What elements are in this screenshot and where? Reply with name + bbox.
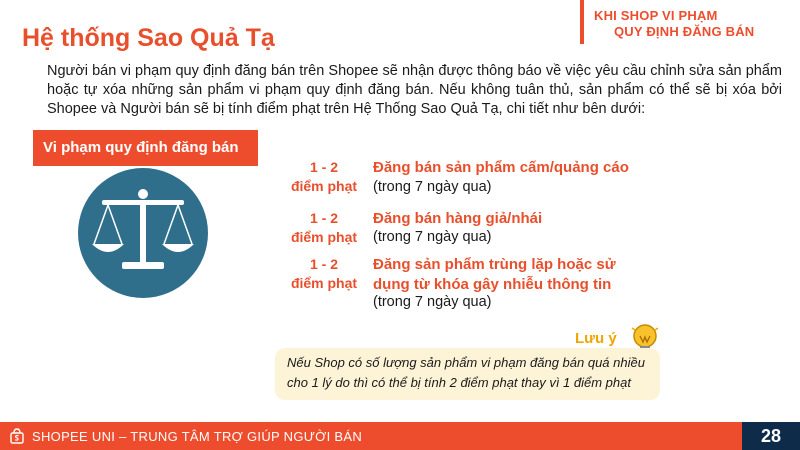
intro-paragraph: Người bán vi phạm quy định đăng bán trên Shopee sẽ nhận được thông báo về việc yêu cầu chỉnh sửa sản phẩm hoặc tự xóa những sản phẩm vi phạm quy định đăng bán. Nếu không tuân thủ, sản phẩm có thể sẽ bị xóa bởi Shopee và Người bán sẽ bị tính điểm phạt trên Hệ Thống Sao Quả Tạ, chi tiết như bên dưới: bbox=[47, 63, 782, 117]
page-number: 28 bbox=[742, 422, 800, 450]
footer-bar bbox=[0, 422, 800, 450]
note-box: Nếu Shop có số lượng sản phẩm vi phạm đăng bán quá nhiều cho 1 lý do thì có thể bị tính 2 điểm phạt thay vì 1 điểm phạt bbox=[275, 348, 660, 400]
tag-bar bbox=[580, 0, 584, 44]
rule-description: Đăng bán hàng giả/nhái bbox=[373, 210, 543, 227]
rule-period: (trong 7 ngày qua) bbox=[373, 294, 492, 310]
rule-period: (trong 7 ngày qua) bbox=[373, 229, 492, 245]
section-tag bbox=[580, 0, 765, 44]
scale-of-justice-icon bbox=[78, 168, 208, 298]
tag-line-1: KHI SHOP VI PHẠM bbox=[594, 8, 718, 23]
shopee-bag-icon bbox=[9, 428, 25, 449]
tag-line-2: QUY ĐỊNH ĐĂNG BÁN bbox=[614, 24, 755, 39]
rule-period: (trong 7 ngày qua) bbox=[373, 179, 492, 195]
section-label: Vi phạm quy định đăng bán bbox=[33, 130, 258, 166]
page-title: Hệ thống Sao Quả Tạ bbox=[22, 24, 275, 52]
penalty-points: 1 - 2 điểm phạt bbox=[290, 159, 358, 194]
footer-text: SHOPEE UNI – TRUNG TÂM TRỢ GIÚP NGƯỜI BÁN bbox=[32, 429, 363, 444]
penalty-points: 1 - 2 điểm phạt bbox=[290, 210, 358, 245]
penalty-points: 1 - 2 điểm phạt bbox=[290, 256, 358, 291]
rule-description: Đăng sản phẩm trùng lặp hoặc sử dụng từ khóa gây nhiễu thông tin bbox=[373, 256, 616, 293]
rule-description: Đăng bán sản phẩm cấm/quảng cáo bbox=[373, 159, 629, 176]
note-label: Lưu ý bbox=[575, 330, 617, 347]
